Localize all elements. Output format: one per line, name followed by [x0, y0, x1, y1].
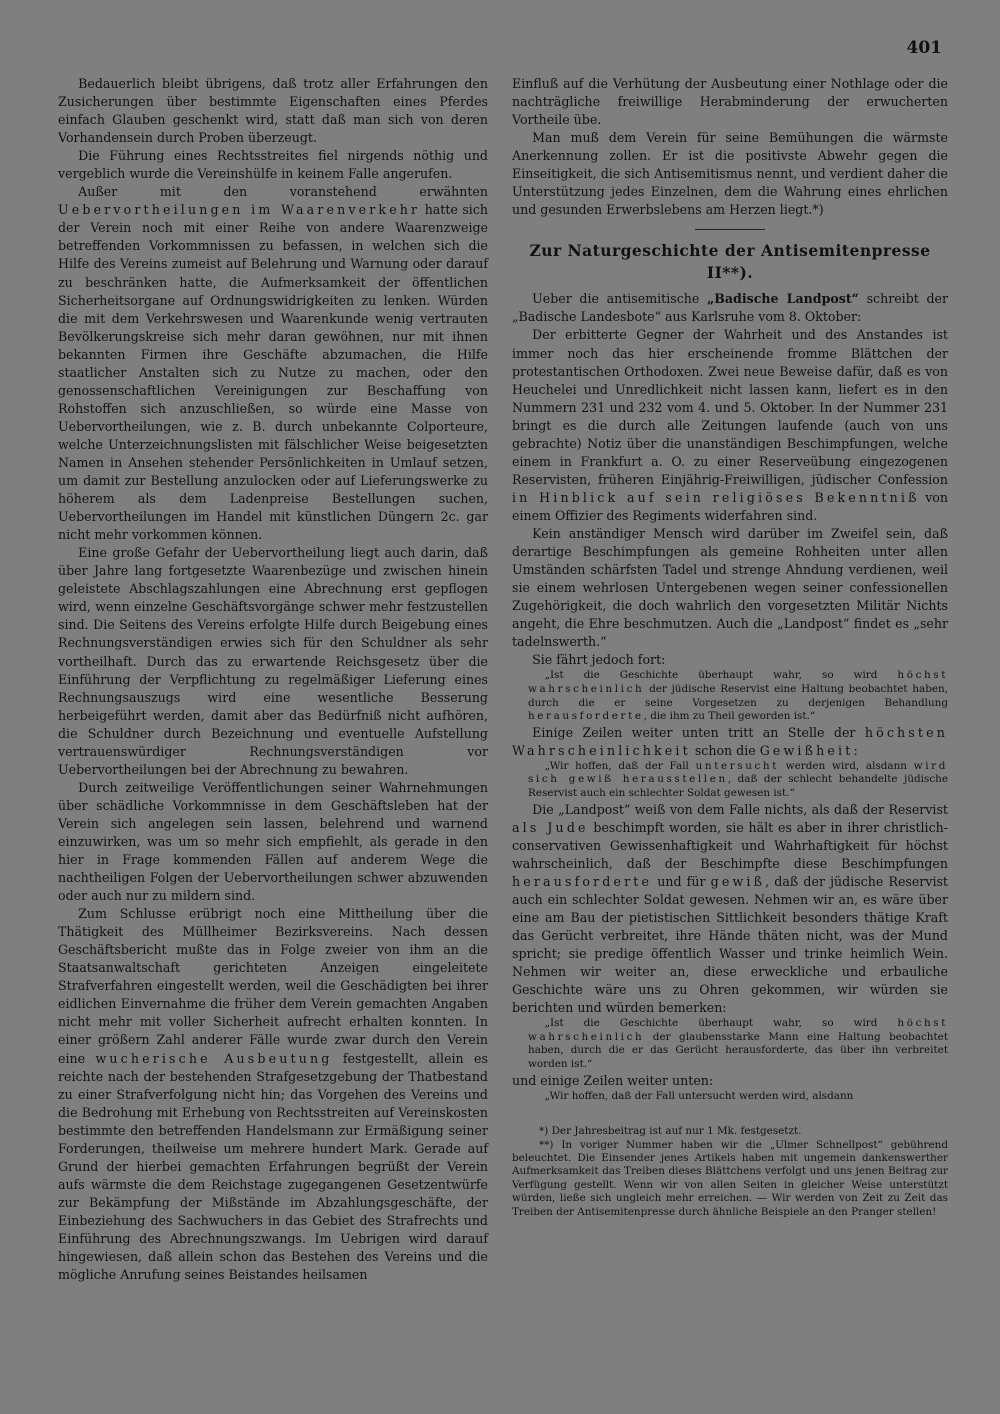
paragraph: Einfluß auf die Verhütung der Ausbeutung einer Nothlage oder die nachträgliche freiwillige Herabminderung der erwucherten Vortheile übe.: [512, 76, 948, 128]
paragraph: [58, 183, 488, 544]
paragraph: Sie fährt jedoch fort:: [532, 652, 666, 668]
text-run: von einem Offizier des Regiments widerfahren sind.: [512, 489, 948, 523]
text-run: Außer mit den voranstehend erwähnten: [78, 184, 488, 200]
text-run: hatte sich der Verein noch mit einer Reihe von andere Waarenzweige betreffenden Vorkommnissen zu befassen, in welchen sich die Hilfe des Vereins zumeist auf Belehrung und Warnung oder darauf zu beschränken hatte, die Aufmerksamkeit der öffentlichen Sicherheitsorgane auf Ordnungswidrigkeiten zu lenken. Würden die mit dem Verkehrswesen und Waarenkunde wenig vertrauten Bevölkerungskreise sich mehr daran gewöhnen, nur mit ihnen bekannten Firmen ihre Geschäfte abzumachen, die Hilfe staatlicher Anstalten sich zu Nutze zu machen, oder den genossenschaftlichen Vereinigungen zur Beschaffung von Rohstoffen sich anzuschließen, so würde eine Masse von Uebervortheilungen, wie z. B. durch unbekannte Colporteure, welche Unterzeichnungslisten mit fälschlicher Weise beigesetzten Namen in Ansehen stehender Persönlichkeiten in Umlauf setzen, um damit zur Bestellung anzulocken oder auf Lieferungswerke zu höherem als dem Ladenpreise Bestellungen suchen, Uebervortheilungen im Handel mit künstlichen Düngern 2c. gar nicht mehr vorkommen können.: [58, 202, 488, 543]
paragraph: Eine große Gefahr der Uebervortheilung liegt auch darin, daß über Jahre lang fortgesetzte Waarenbezüge und zwischen hinein geleistete Abschlagszahlungen eine Abrechnung erst gepflogen wird, wenn einzelne Geschäftsvorgänge schwer mehr festzustellen sind. Die Seitens des Vereins erfolgte Hilfe durch Beigebung eines Rechnungsverständigen erwies sich für den Schuldner als sehr vortheilhaft. Durch das zu erwartende Reichsgesetz über die Einführung der Verpflichtung zu regelmäßiger Lieferung eines Rechnungsauszugs wird eine wesentliche Besserung herbeigeführt werden, damit aber das Bedürfniß nicht aufhören, die Schuldner durch Bezeichnung und eventuelle Aufstellung vertrauenswürdiger Rechnungsverständigen vor Uebervortheilungen bei der Abrechnung zu bewahren.: [58, 545, 488, 777]
text-run: werden wird, alsdann: [779, 759, 914, 772]
spaced-emphasis: Gewißheit: [759, 742, 854, 758]
block-quote: [512, 1017, 948, 1071]
page-number: 401: [906, 38, 942, 58]
text-run: „Wir hoffen, daß der Fall: [544, 759, 696, 772]
text-run: und für: [652, 873, 711, 889]
footnote: *) Der Jahresbeitrag ist auf nur 1 Mk. festgesetzt.: [539, 1125, 802, 1138]
block-quote: [512, 760, 948, 801]
paragraph: [512, 290, 948, 326]
text-run: der jüdische Reservist eine Haltung beobachtet haben, durch die er seine Vorgesetzen zu derjenigen Behandlung: [528, 682, 948, 709]
paragraph: [512, 724, 948, 760]
paragraph: Man muß dem Verein für seine Bemühungen die wärmste Anerkennung zollen. Er ist die positivste Abwehr gegen die Einseitigkeit, die sich Antisemitismus nennt, und verdient daher die Unterstützung jedes Einzelnen, dem die Wahrung eines ehrlichen und gesunden Erwerbslebens am Herzen liegt.*): [512, 130, 948, 218]
spaced-emphasis: wird sich gewiß herausstellen: [528, 759, 949, 786]
text-run: Die „Landpost“ weiß von dem Falle nichts, als daß der Reservist: [532, 801, 948, 817]
spaced-emphasis: gewiß: [710, 873, 766, 889]
section-divider: [695, 229, 765, 230]
text-run: schreibt der „Badische Landesbote“ aus Karlsruhe vom 8. Oktober:: [512, 291, 949, 325]
paragraph: [512, 801, 948, 1018]
text-run: :: [853, 742, 858, 758]
paragraph: und einige Zeilen weiter unten:: [512, 1072, 714, 1088]
spaced-emphasis: höchsten Wahrscheinlichkeit: [512, 724, 948, 758]
text-run: Einige Zeilen weiter unten tritt an Stelle der: [532, 724, 865, 740]
text-run: „Ist die Geschichte überhaupt wahr, so wird: [544, 669, 898, 682]
spaced-emphasis: herausforderte: [512, 873, 653, 889]
text-run: , die ihm zu Theil geworden ist.“: [643, 710, 816, 723]
paragraph: Bedauerlich bleibt übrigens, daß trotz aller Erfahrungen den Zusicherungen über bestimmte Eigenschaften eines Pferdes einfach Glauben geschenkt wird, statt daß man sich von deren Vorhandensein durch Proben überzeugt.: [58, 76, 488, 146]
text-run: Ueber die antisemitische: [532, 291, 707, 307]
left-column: [58, 75, 488, 1284]
footnotes: [512, 1125, 948, 1219]
spaced-emphasis: als Jude: [512, 819, 589, 835]
text-run: Zum Schlusse erübrigt noch eine Mittheilung über die Thätigkeit des Müllheimer Bezirksvereins. Nach dessen Geschäftsbericht mußte das in Folge zweier von ihm an die Staatsanwaltschaft gerichteten Anzeigen eingeleitete Strafverfahren eingestellt werden, weil die Geschädigten bei ihrer eidlichen Einvernahme die früher dem Verein gemachten Angaben nicht mehr mit voller Sicherheit aufrecht erhalten konnten. In einer größern Zahl anderer Fälle wurde zwar durch den Verein eine: [58, 906, 488, 1066]
text-run: beschimpft worden, sie hält es aber in ihrer christlich-conservativen Gewissenhaftigkeit und Wahrhaftigkeit für höchst wahrscheinlich, daß der Beschimpfte diese Beschimpfungen: [512, 819, 948, 871]
spaced-emphasis: herausforderte: [528, 710, 644, 723]
right-column: [512, 75, 948, 1219]
footnote: **) In voriger Nummer haben wir die „Ulmer Schnellpost“ gebührend beleuchtet. Die Einsender jenes Artikels haben mit ungemein dankenswerther Aufmerksamkeit das Treiben dieses Blättchens verfolgt und uns jenen Beitrag zur Verfügung gestellt. Wenn wir von allen Seiten in gleicher Weise unterstützt würden, ließe sich ungleich mehr erreichen. — Wir werden von Zeit zu Zeit das Treiben der Antisemitenpresse durch ähnliche Beispiele an den Pranger stellen!: [512, 1138, 948, 1218]
text-run: der glaubensstarke Mann eine Haltung beobachtet haben, durch die er das Gerücht herausforderte, das über ihn verbreitet worden ist.“: [528, 1030, 948, 1070]
text-run: Der erbitterte Gegner der Wahrheit und des Anstandes ist immer noch das hier erscheinende fromme Blättchen der protestantischen Orthodoxen. Zwei neue Beweise dafür, daß es von Heuchelei und Unredlichkeit nicht lassen kann, liefert es in den Nummern 231 und 232 vom 4. und 5. Oktober. In der Nummer 231 bringt es die durch alle Zeitungen laufende (auch von uns gebrachte) Notiz über die unanständigen Beschimpfungen, welche einem in Frankfurt a. O. zu einer Reserveübung eingezogenen Reservisten, früheren Einjährig-Freiwilligen, jüdischer Confession: [512, 327, 948, 487]
spaced-emphasis: höchst wahrscheinlich: [528, 1017, 948, 1043]
text-run: , daß der jüdische Reservist auch ein schlechter Soldat gewesen. Nehmen wir an, es wäre über eine am Bau der pietistischen Sittlichkeit besonders thätige Kraft das Gerücht verbreitet, ihre Hände thäten nicht, was der Mund spricht; sie predige öffentlich Wasser und trinke heimlich Wein. Nehmen wir weiter an, diese erweckliche und erbauliche Geschichte wäre uns zu Ohren gekommen, wir würden sie berichten und würden bemerken:: [512, 873, 948, 1016]
text-run: , daß der schlecht behandelte jüdische Reservist auch ein schlechter Soldat gewesen ist.“: [528, 773, 948, 800]
paragraph: Kein anständiger Mensch wird darüber im Zweifel sein, daß derartige Beschimpfungen als gemeine Rohheiten unter allen Umständen schärfsten Tadel und strenge Ahndung verdienen, weil sie einem wehrlosen Untergebenen wegen seiner confessionellen Zugehörigkeit, die doch wahrlich den vorgesetzten Militär Nichts angeht, die Ehre beschmutzen. Auch die „Landpost“ findet es „sehr tadelnswerth.“: [512, 525, 948, 650]
spaced-emphasis: wucherische Ausbeutung: [95, 1050, 333, 1066]
paragraph: [58, 905, 488, 1284]
paragraph: [512, 326, 948, 525]
spaced-emphasis: höchst wahrscheinlich: [528, 669, 948, 695]
paragraph: Die Führung eines Rechtsstreites fiel nirgends nöthig und vergeblich wurde die Vereinshülfe in keinem Falle angerufen.: [58, 148, 488, 182]
newspaper-name: „Badische Landpost“: [707, 291, 859, 307]
text-run: festgestellt, allein es reichte nach der bestehenden Strafgesetzgebung der Thatbestand zu einer Strafverfolgung nicht hin; das Vorgehen des Vereins und die Bedrohung mit Erhebung von Rechtsstreiten auf Vereinskosten bestimmte den betreffenden Handelsmann zur Ermäßigung seiner Forderungen, theilweise um mehrere hundert Mark. Gerade auf Grund der hierbei gemachten Erfahrungen begrüßt der Verein aufs wärmste die dem Reichstage zugegangenen Gesetzentwürfe zur Bekämpfung der Mißstände im Abzahlungsgeschäfte, der Einbeziehung des Sachwuchers in das Gebiet des Strafrechts und Einführung des Abrechnungszwangs. Im Uebrigen wird darauf hingewiesen, daß allein schon das Bestehen des Vereins und die mögliche Anrufung seines Beistandes heilsamen: [58, 1050, 488, 1283]
section-heading: Zur Naturgeschichte der Antisemitenpresse II**).: [529, 241, 931, 283]
block-quote: [512, 669, 948, 723]
text-run: „Ist die Geschichte überhaupt wahr, so wird: [544, 1017, 898, 1030]
spaced-emphasis: untersucht: [695, 759, 779, 772]
block-quote: „Wir hoffen, daß der Fall untersucht werden wird, alsdann: [544, 1089, 854, 1102]
paragraph: Durch zeitweilige Veröffentlichungen seiner Wahrnehmungen über schädliche Vorkommnisse in dem Geschäftsleben hat der Verein sich angelegen sein lassen, belehrend und warnend einzuwirken, was um so mehr sich empfiehlt, als gerade in den hier in Frage kommenden Fällen auf anderem Wege die nachtheiligen Folgen der Uebervortheilungen schwer abzuwenden oder auch nur zu mildern sind.: [58, 779, 488, 904]
text-run: schon die: [690, 742, 760, 758]
spaced-emphasis: in Hinblick auf sein religiöses Bekenntniß: [512, 489, 920, 505]
spaced-emphasis: Uebervortheilungen im Waarenverkehr: [58, 202, 421, 218]
